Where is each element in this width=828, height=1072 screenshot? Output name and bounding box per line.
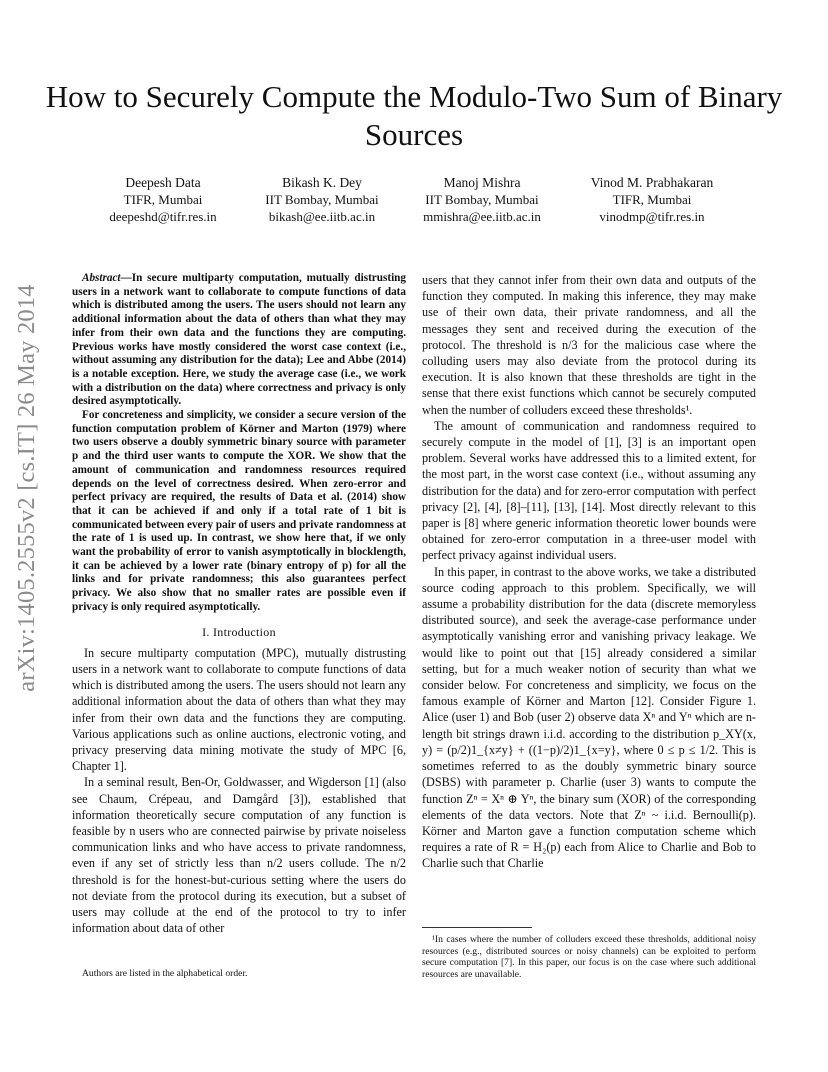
author-email: vinodmp@tifr.res.in	[599, 209, 705, 224]
abstract-label: Abstract	[82, 272, 121, 284]
right-column	[422, 272, 756, 872]
intro-paragraph-5: In this paper, in contrast to the above works, we take a distributed source coding approach to this problem. Specifically, we will assume a probability distribution for the data (discrete memoryless distributed source), and seek the average-case performance under asymptotically vanishing error and vanishing privacy leakage. We would like to point out that [15] already considered a similar setting, but for a much weaker notion of security than what we consider below. For concreteness and simplicity, we focus on the famous example of Körner and Marton [12]. Consider Figure 1. Alice (user 1) and Bob (user 2) observe data Xⁿ and Yⁿ which are n-length bit strings drawn i.i.d. according to the distribution p_XY(x, y) = (p/2)1_{x≠y} + ((1−p)/2)1_{x=y}, where 0 ≤ p ≤ 1/2. This is sometimes referred to as the doubly symmetric binary source (DSBS) with parameter p. Charlie (user 3) wants to compute the function Zⁿ = Xⁿ ⊕ Yⁿ, the binary sum (XOR) of the corresponding elements of the data vectors. Note that Zⁿ ~ i.i.d. Bernoulli(p). Körner and Marton gave a function computation scheme which requires a rate of R = H₂(p) each from Alice to Charlie and Bob to Charlie such that Charlie	[422, 564, 756, 871]
author-name: Bikash K. Dey	[282, 175, 362, 190]
author-name: Deepesh Data	[125, 175, 201, 190]
author-affiliation: IIT Bombay, Mumbai	[425, 192, 539, 207]
arxiv-identifier-stamp	[12, 268, 42, 708]
author-3	[408, 174, 556, 225]
author-name: Vinod M. Prabhakaran	[590, 175, 714, 190]
author-affiliation: IIT Bombay, Mumbai	[265, 192, 379, 207]
author-name: Manoj Mishra	[443, 175, 521, 190]
author-email: mmishra@ee.iitb.ac.in	[423, 209, 541, 224]
footnote-rule	[422, 927, 532, 928]
author-affiliation: TIFR, Mumbai	[612, 192, 692, 207]
intro-paragraph-4: The amount of communication and randomness required to securely compute in the model of [1], [3] is an important open problem. Several works have addressed this to a limited extent, for the most part, in the worst case context (i.e., without assuming any distribution for the data) and for zero-error computation with perfect privacy [2], [4], [8]–[11], [13], [14]. Most directly relevant to this paper is [8] where generic information theoretic lower bounds were obtained for zero-error computation in a three-user model with perfect privacy against individual users.	[422, 418, 757, 563]
intro-paragraph-1: In secure multiparty computation (MPC), mutually distrusting users in a network want to collaborate to compute functions of data which is distributed among the users. The users should not learn any additional information about the data of others than what they may infer from their own data and the functions they are computing. Various applications such as online auctions, electronic voting, and privacy preserving data mining motivate the study of MPC [6, Chapter 1].	[72, 645, 406, 774]
left-column	[72, 272, 406, 936]
abstract-text-1: —In secure multiparty computation, mutually distrusting users in a network want to collaborate to compute functions of data which is distributed among the users. The users should not learn any additional information about the data of others than what they may infer from their own data and the functions they are computing. Previous works have mostly considered the worst case context (i.e., without assuming any distribution for the data); Lee and Abbe (2014) is a notable exception. Here, we study the average case (i.e., we work with a distribution on the data) where correctness and privacy is only desired asymptotically.	[72, 272, 406, 408]
intro-body-right	[422, 272, 756, 872]
author-affiliation: TIFR, Mumbai	[123, 192, 203, 207]
abstract-paragraph-2: For concreteness and simplicity, we consider a secure version of the function computation problem of Körner and Marton (1979) where two users observe a doubly symmetric binary source with parameter p and the third user wants to compute the XOR. We show that the amount of communication and randomness resources required depends on the level of correctness desired. When zero-error and perfect privacy are required, the results of Data et al. (2014) show that it can be achieved if and only if a total rate of 1 bit is communicated between every pair of users and private randomness at the rate of 1 is used up. In contrast, we show here that, if we only want the probability of error to vanish asymptotically in blocklength, it can be achieved by a lower rate (binary entropy of p) for all the links and for private randomness; this also guarantees perfect privacy. We also show that no smaller rates are possible even if privacy is only required asymptotically.	[72, 409, 406, 613]
author-order-footnote: Authors are listed in the alphabetical order.	[82, 968, 248, 979]
author-email: deepeshd@tifr.res.in	[109, 209, 217, 224]
author-email: bikash@ee.iitb.ac.in	[268, 209, 376, 224]
author-4	[570, 174, 734, 225]
author-1	[90, 174, 236, 225]
intro-paragraph-3: users that they cannot infer from their own data and outputs of the function they computed. In making this inference, they may make use of their own data, their private randomness, and all the messages they sent and received during the execution of the protocol. The threshold is n/3 for the malicious case where the colluding users may also deviate from the protocol during its execution. It is also known that these thresholds are tight in the sense that there exist functions which cannot be securely computed when the number of colluders exceed these thresholds¹.	[422, 273, 756, 417]
intro-paragraph-2: In a seminal result, Ben-Or, Goldwasser, and Wigderson [1] (also see Chaum, Crépeau, and Damgård [3]), established that information theoretically secure computation of any function is feasible by n users who are connected pairwise by private noiseless communication links and who have access to private randomness, even if any set of strictly less than n/2 users collude. The n/2 threshold is for the honest-but-curious setting where the users do not deviate from the protocol during its execution, but a subset of users may collude at the end of the protocol to try to infer information about data of other	[72, 775, 406, 936]
section-heading-introduction: I. Introduction	[202, 624, 276, 639]
intro-body-left	[72, 645, 406, 937]
footnote-1: ¹In cases where the number of colluders exceed these thresholds, additional noisy resources (e.g., distributed sources or noisy channels) can be exploited to perform secure computation [7]. In this paper, our focus is on the case where such additional resources are unavailable.	[422, 934, 756, 980]
paper-title: How to Securely Compute the Modulo-Two Sum of Binary Sources	[45, 79, 783, 152]
author-2	[242, 174, 402, 225]
arxiv-id: arXiv:1405.2555v2 [cs.IT] 26 May 2014	[13, 284, 40, 692]
abstract-paragraph-1	[72, 272, 406, 409]
abstract	[72, 272, 406, 615]
